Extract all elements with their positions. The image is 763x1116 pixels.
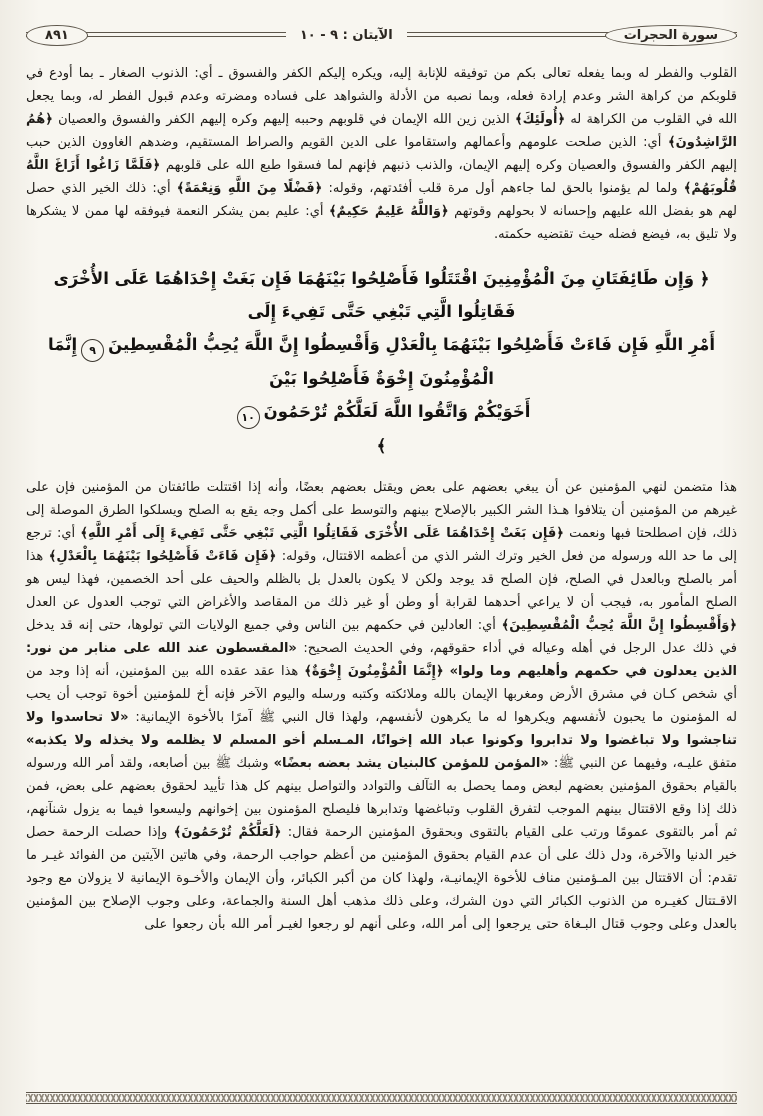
tafsir-paragraph-top: القلوب والفطر له وبما يفعله تعالى بكم من توفيقه للإنابة إليه، ويكره إليكم الكفر والفسوق ـ أي: الذنوب الصغار ـ بما أودع في قلوبكم من كراهة الشر وعدم إرادة فعله، وبما نصبه من الأدلة والشواهد على فساده ومضرته وعدم قبول الفطر له، وبما يجعل الله في القلوب من الكراهة له ﴿أُولَئِكَ﴾ الذين زين الله الإيمان في قلوبهم وحببه إليهم وكره إليهم الكفر والفسوق والعصيان ﴿هُمُ الرَّاشِدُونَ﴾ أي: الذين صلحت علومهم وأعمالهم واستقاموا على الدين القويم والصراط المستقيم، وضدهم الغاوون الذين حبب إليهم الكفر والفسوق والعصيان وكره إليهم الإيمان، والذنب ذنبهم فإنهم لما فسقوا طبع الله على قلوبهم ﴿فَلَمَّا زَاغُوا أَزَاغَ اللَّهُ قُلُوبَهُمْ﴾ ولما لم يؤمنوا بالحق لما جاءهم أول مرة قلب أفئدتهم، وقوله: ﴿فَضْلًا مِنَ اللَّهِ وَنِعْمَةً﴾ أي: ذلك الخير الذي حصل لهم هو بفضل الله عليهم وإحسانه لا بحولهم وقوتهم ﴿وَاللَّهُ عَلِيمٌ حَكِيمٌ﴾ أي: عليم بمن يشكر النعمة فيوفقه لها ممن لا يشكرها ولا تليق به، فيضع فضله حيث تقتضيه حكمته. [26, 66, 738, 242]
verse-text: ﴾ [376, 436, 387, 455]
braid-ornament [26, 1094, 737, 1102]
tafsir-paragraph-main: هذا متضمن لنهي المؤمنين عن أن يبغي بعضهم على بعض ويقتل بعضهم بعضًا، وأنه إذا اقتتلت طائفتان من المؤمنين فإن على غيرهم من المؤمنين أن يتلافوا هـذا الشر الكبير بالإصلاح بينهم والتوسط على أكمل وجه يقع به الصلح ويسلكوا الطرق الموصلة إلى ذلك، فإن اصطلحتا فبها ونعمت ﴿فَإِن بَغَتْ إِحْدَاهُمَا عَلَى الأُخْرَى فَقَاتِلُوا الَّتِي تَبْغِي حَتَّى تَفِيءَ إِلَى أَمْرِ اللَّهِ﴾ أي: ترجع إلى ما حد الله ورسوله من فعل الخير وترك الشر الذي من أعظمه الاقتتال، وقوله: ﴿فَإِن فَاءَتْ فَأَصْلِحُوا بَيْنَهُمَا بِالْعَدْلِ﴾ هذا أمر بالصلح وبالعدل في الصلح، فإن الصلح قد يوجد ولكن لا يكون بالعدل بل بالظلم والحيف على أحد الخصمين، فهذا ليس هو الصلح المأمور به، فيجب أن لا يراعي أحدهما لقرابة أو وطن أو غير ذلك من المقاصد والأغراض التي توجب العدول عن العدل ﴿وَأَقْسِطُوا إِنَّ اللَّهَ يُحِبُّ الْمُقْسِطِينَ﴾ أي: العادلين في حكمهم بين الناس وفي جميع الولايات التي تولوها، حتى إنه قد يدخل في ذلك عدل الرجل في أهله وعياله في أداء حقوقهم، وفي الحديث الصحيح: «المقسطون عند الله على منابر من نور: الذين يعدلون في حكمهم وأهليهم وما ولوا» ﴿إِنَّمَا الْمُؤْمِنُونَ إِخْوَةٌ﴾ هذا عقد عقده الله بين المؤمنين، أنه إذا وجد من أي شخص كـان في مشرق الأرض ومغربها الإيمان بالله وملائكته وكتبه ورسله واليوم الآخر فإنه أخ للمؤمنين أخوة توجب أن يحب له المؤمنون ما يحبون لأنفسهم ويكرهوا له ما يكرهون لأنفسهم، ولهذا قال النبي ﷺ آمرًا بالأخوة الإيمانية: «لا تحاسدوا ولا تناجشوا ولا تباغضوا ولا تدابروا وكونوا عباد الله إخوانًا، المـسلم أخو المسلم لا يظلمه ولا يخذله ولا يكذبه» متفق عليـه، وفيهما عن النبي ﷺ: «المؤمن للمؤمن كالبنيان يشد بعضه بعضًا» وشبك ﷺ بين أصابعه، ولقد أمر الله ورسوله بالقيام بحقوق المؤمنين بعضهم لبعض ومما يحصل به التآلف والتوادد والتواصل بينهم كل هذا تأييد لحقوق بعضهم على بعض، فمن ذلك إذا وقع الاقتتال بينهم الموجب لتفرق القلوب وتباغضها وتدابرها فليصلح المؤمنون بين إخوانهم وليسعوا فيما به يزول شنآنهم، ثم أمر بالتقوى عمومًا ورتب على القيام بالتقوى وبحقوق المؤمنين الرحمة فقال: ﴿لَعَلَّكُمْ تُرْحَمُونَ﴾ وإذا حصلت الرحمة حصل خير الدنيا والآخرة، ودل ذلك على أن عدم القيام بحقوق المؤمنين من أعظم حواجب الرحمة، وفي هاتين الآيتين من الفوائد غيـر ما تقدم: أن الاقتتال بين المـؤمنين مناف للأخوة الإيمانيـة، ولهذا كان من أكبر الكبائر، وأن الإيمان والأخـوة الإيمانية لا يزولان مع وجود الاقـتتال كغيـره من الذنوب الكبائر التي دون الشرك، وعلى ذلك مذهب أهل السنة والجماعة، وعلى وجوب الإصلاح بين المؤمنين بالعدل وعلى وجوب قتال البـغاة حتى يرجعوا إلى أمر الله، وعلى أنهم لو رجعوا لغيـر أمر الله بأن رجعوا على [26, 480, 737, 932]
verse-line [40, 262, 723, 328]
verse-line [40, 429, 723, 462]
ayah-number-badge: ١٠ [237, 406, 260, 429]
quran-verse-block [40, 262, 723, 462]
page-number: ٨٩١ [26, 25, 88, 46]
verse-text: أَخَوَيْكُمْ وَاتَّقُوا اللَّهَ لَعَلَّكُمْ تُرْحَمُونَ [263, 402, 531, 421]
ayah-range-label: الآيتان : ٩ - ١٠ [286, 26, 407, 45]
verse-text: أَمْرِ اللَّهِ فَإِن فَاءَتْ فَأَصْلِحُوا بَيْنَهُمَا بِالْعَدْلِ وَأَقْسِطُوا إِنَّ اللَّهَ يُحِبُّ الْمُقْسِطِينَ [108, 335, 715, 354]
verse-line [40, 395, 723, 429]
verse-text: ﴿ وَإِن طَائِفَتَانِ مِنَ الْمُؤْمِنِينَ اقْتَتَلُوا فَأَصْلِحُوا بَيْنَهُمَا فَإِن بَغَتْ إِحْدَاهُمَا عَلَى الأُخْرَى فَقَاتِلُوا الَّتِي تَبْغِي حَتَّى تَفِيءَ إِلَى [53, 269, 710, 321]
ayah-number-badge: ٩ [81, 339, 104, 362]
footer-ornament-band [26, 1092, 737, 1104]
surah-title: سورة الحجرات [605, 25, 737, 46]
verse-text: إِنَّمَا الْمُؤْمِنُونَ إِخْوَةٌ فَأَصْلِحُوا بَيْنَ [48, 335, 494, 388]
verse-line [40, 328, 723, 395]
page-header [26, 20, 737, 50]
